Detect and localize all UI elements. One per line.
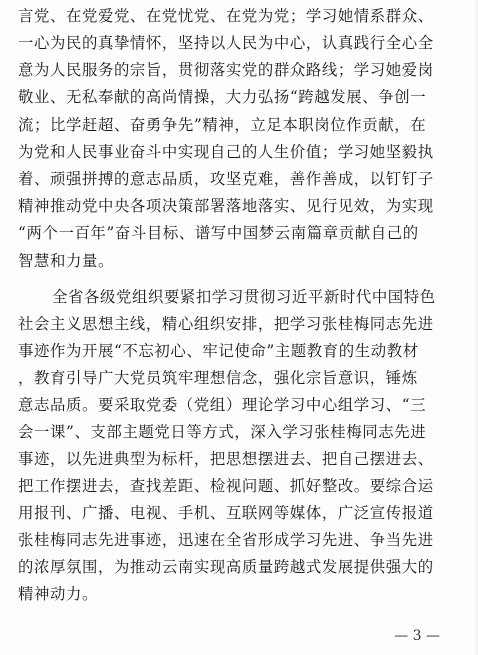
text-line: 意为人民服务的宗旨，贯彻落实党的群众路线；学习她爱岗 — [18, 61, 434, 79]
text-line: 精神动力。 — [18, 585, 98, 603]
text-line: 一心为民的真挚情怀，坚持以人民为中心，认真践行全心全 — [18, 34, 434, 52]
text-line: 会一课”、支部主题党日等方式，深入学习张桂梅同志先进 — [18, 423, 427, 441]
text-line: 敬业、无私奉献的高尚情操，大力弘扬“跨越发展、争创一 — [18, 88, 427, 106]
page-number: — 3 — — [394, 628, 440, 644]
text-line: 精神推动党中央各项决策部署落地落实、见行见效，为实现 — [18, 197, 434, 215]
text-line: 张桂梅同志先进事迹，迅速在全省形成学习先进、争当先进 — [18, 531, 434, 549]
text-line: 流；比学赶超、奋勇争先”精神，立足本职岗位作贡献，在 — [18, 116, 427, 134]
text-line: “两个一百年”奋斗目标、谱写中国梦云南篇章贡献自己的 — [18, 224, 419, 242]
text-line: 事迹，以先进典型为标杆，把思想摆进去、把自己摆进去、 — [18, 450, 434, 468]
text-line: 事迹作为开展“不忘初心、牢记使命”主题教育的生动教材 — [18, 342, 419, 360]
text-line: 把工作摆进去，查找差距、检视问题、抓好整改。要综合运 — [18, 477, 434, 495]
text-line: 智慧和力量。 — [18, 252, 114, 270]
text-line: 用报刊、广播、电视、手机、互联网等媒体，广泛宣传报道 — [18, 504, 434, 522]
page-edge-shadow — [474, 0, 478, 655]
paragraph-first-line: 全省各级党组织要紧扣学习贯彻习近平新时代中国特色 — [52, 288, 436, 306]
text-line: 社会主义思想主线，精心组织安排，把学习张桂梅同志先进 — [18, 315, 434, 333]
text-line: 为党和人民事业奋斗中实现自己的人生价值；学习她坚毅执 — [18, 143, 434, 161]
text-line: 言党、在党爱党、在党忧党、在党为党；学习她情系群众、 — [18, 7, 434, 25]
text-line: 着、顽强拼搏的意志品质，攻坚克难，善作善成，以钉钉子 — [18, 170, 434, 188]
text-line: 意志品质。要采取党委（党组）理论学习中心组学习、“三 — [18, 396, 427, 414]
text-line: 的浓厚氛围，为推动云南实现高质量跨越式发展提供强大的 — [18, 558, 434, 576]
text-line: ，教育引导广大党员筑牢理想信念，强化宗旨意识，锤炼 — [18, 369, 418, 387]
